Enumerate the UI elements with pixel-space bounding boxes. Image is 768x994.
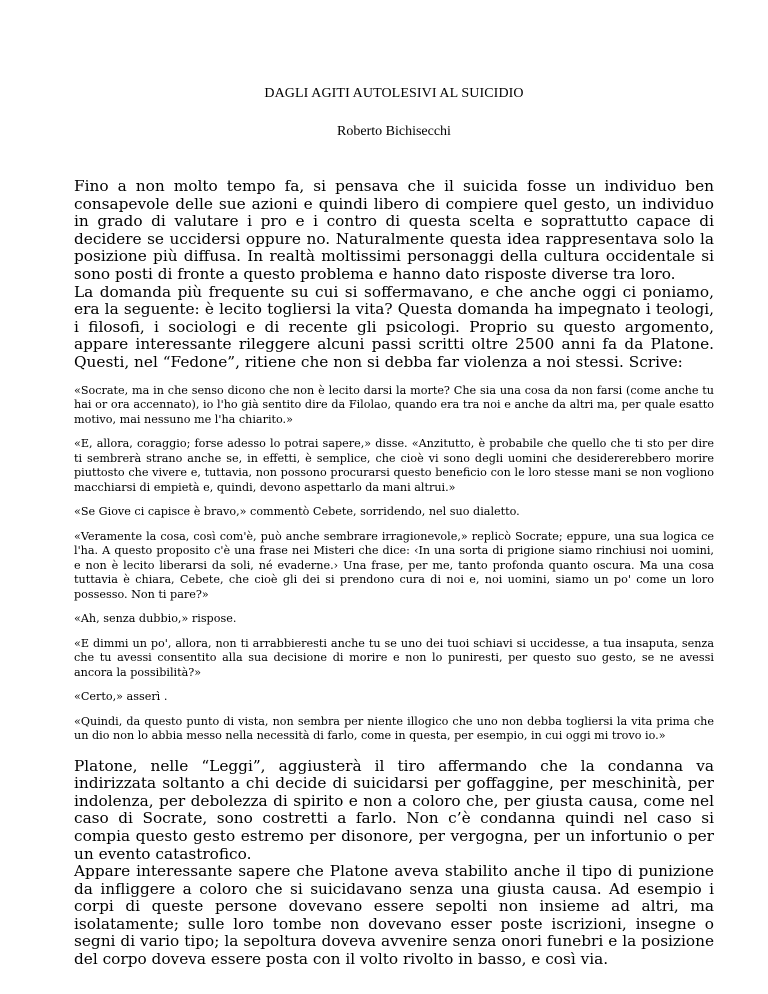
quote-paragraph: «Socrate, ma in che senso dicono che non è lecito darsi la morte? Che sia una cosa da non farsi (come anche tu hai or ora accennato), io l'ho già sentito dire da Filolao, quando era tra noi e anche da altri ma, per quale esatto motivo, mai nessuno me l'ha chiarito.» (74, 383, 714, 426)
document-author: Roberto Bichisecchi (337, 124, 451, 139)
quote-paragraph: «Certo,» asserì . (74, 690, 168, 704)
closing-paragraph: Platone, nelle “Leggi”, aggiusterà il tiro affermando che la condanna va indirizzata soltanto a chi decide di suicidarsi per goffaggine, per meschinità, per indolenza, per debolezza di spirito e non a coloro che, per giusta causa, come nel caso di Socrate, sono costretti a farlo. Non c’è condanna quindi nel caso si compia questo gesto estremo per disonore, per vergogna, per un infortunio o per un evento catastrofico. (74, 756, 714, 863)
intro-paragraph: Fino a non molto tempo fa, si pensava che il suicida fosse un individuo ben consapevole delle sue azioni e quindi libero di compiere quel gesto, un individuo in grado di valutare i pro e i contro di questa scelta e soprattutto capace di decidere se uccidersi oppure no. Naturalmente questa idea rappresentava solo la posizione più diffusa. In realtà moltissimi personaggi della cultura occidentale si sono posti di fronte a questo problema e hanno dato risposte diverse tra loro. (74, 177, 714, 283)
quote-paragraph: «E dimmi un po', allora, non ti arrabbieresti anche tu se uno dei tuoi schiavi si uccidesse, a tua insaputa, senza che tu avessi consentito alla sua decisione di morire e non lo puniresti, per questo suo gesto, se ne avessi ancora la possibilità?» (74, 636, 714, 679)
closing-paragraph: Appare interessante sapere che Platone aveva stabilito anche il tipo di punizione da infliggere a coloro che si suicidavano senza una giusta causa. Ad esempio i corpi di queste persone dovevano essere sepolti non insieme ad altri, ma isolatamente; sulle loro tombe non dovevano esser poste iscrizioni, insegne o segni di vario tipo; la sepoltura doveva avvenire senza onori funebri e la posizione del corpo doveva essere posta con il volto rivolto in basso, e così via. (74, 862, 714, 969)
intro-paragraph: La domanda più frequente su cui si soffermavano, e che anche oggi ci poniamo, era la seguente: è lecito togliersi la vita? Questa domanda ha impegnato i teologi, i filosofi, i sociologi e di recente gli psicologi. Proprio su questo argomento, appare interessante rileggere alcuni passi scritti oltre 2500 anni fa da Platone. Questi, nel “Fedone”, ritiene che non si debba far violenza a noi stessi. Scrive: (74, 282, 714, 371)
quote-paragraph: «E, allora, coraggio; forse adesso lo potrai sapere,» disse. «Anzitutto, è probabile che quello che ti sto per dire ti sembrerà strano anche se, in effetti, è semplice, che cioè vi sono degli uomini che desidererebbero morire piuttosto che vivere e, tuttavia, non possono procurarsi questo beneficio con le loro stesse mani se non vogliono macchiarsi di empietà e, quindi, devono aspettarlo da mani altrui.» (74, 437, 714, 494)
quote-paragraph: «Quindi, da questo punto di vista, non sembra per niente illogico che uno non debba togliersi la vita prima che un dio non lo abbia messo nella necessità di farlo, come in questa, per esempio, in cui oggi mi trovo io.» (74, 714, 714, 743)
quote-paragraph: «Ah, senza dubbio,» rispose. (74, 612, 237, 626)
quote-paragraph: «Se Giove ci capisce è bravo,» commentò Cebete, sorridendo, nel suo dialetto. (74, 505, 520, 519)
quoted-dialogue (74, 384, 714, 744)
quote-paragraph: «Veramente la cosa, così com'è, può anche sembrare irragionevole,» replicò Socrate; eppure, una sua logica ce l'ha. A questo proposito c'è una frase nei Misteri che dice: ‹In una sorta di prigione siamo rinchiusi noi uomini, e non è lecito liberarsi da soli, né evaderne.› Una frase, per me, tanto profonda quanto oscura. Ma una cosa tuttavia è chiara, Cebete, che cioè gli dei si prendono cura di noi e, noi uomini, siamo un po' come un loro possesso. Non ti pare?» (74, 529, 714, 601)
document-title: DAGLI AGITI AUTOLESIVI AL SUICIDIO (264, 86, 524, 101)
document-body (74, 178, 714, 969)
